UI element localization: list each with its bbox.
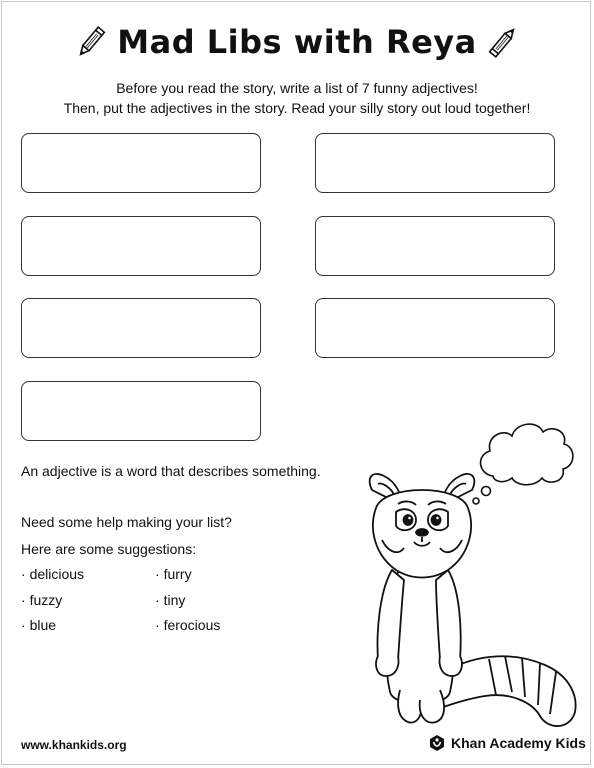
suggestion-text: tiny [163, 592, 186, 608]
red-panda-icon [370, 474, 576, 726]
khan-academy-logo-icon [428, 734, 446, 752]
help-line-2: Here are some suggestions: [21, 541, 197, 557]
suggestion-text: fuzzy [29, 592, 63, 608]
thought-bubble-icon [473, 424, 573, 504]
footer-brand-text: Khan Academy Kids [451, 735, 586, 751]
suggestion-text: delicious [29, 566, 85, 582]
footer-url: www.khankids.org [21, 738, 127, 752]
suggestion-item: · furry [155, 566, 192, 582]
suggestion-item: · fuzzy [21, 592, 63, 608]
instructions-line-1: Before you read the story, write a list of 7 funny adjectives! [116, 80, 478, 96]
help-line-1: Need some help making your list? [21, 514, 232, 530]
page-title: Mad Libs with Reya [117, 23, 477, 61]
footer-brand [428, 734, 586, 752]
suggestion-item: · tiny [155, 592, 186, 608]
suggestion-text: furry [163, 566, 192, 582]
suggestion-item: · delicious [21, 566, 85, 582]
adjective-definition: An adjective is a word that describes something. [21, 463, 321, 479]
suggestion-text: ferocious [163, 617, 221, 633]
suggestion-item: · ferocious [155, 617, 221, 633]
suggestion-item: · blue [21, 617, 57, 633]
suggestion-text: blue [29, 617, 57, 633]
instructions-line-2: Then, put the adjectives in the story. Read your silly story out loud together! [63, 100, 531, 116]
